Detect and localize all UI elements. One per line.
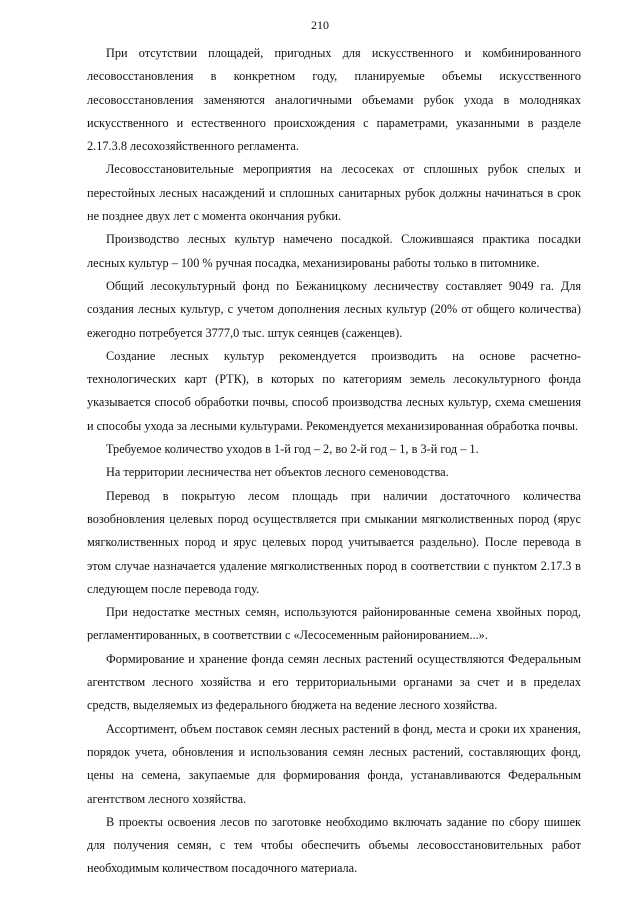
paragraph-reforestation-deadline: Лесовосстановительные мероприятия на лесосеках от сплошных рубок спелых и перестойных лесных насаждений и сплошных санитарных рубок должны начинаться в срок не позднее двух лет с момента окончания рубки. [87,162,581,224]
page-body [87,42,581,881]
paragraph-technological-maps: Создание лесных культур рекомендуется производить на основе расчетно-технологических карт (РТК), в которых по категориям земель лесокультурного фонда указывается способ обработки почвы, способ производства лесных культур, схема смешения и способы ухода за лесными культурами. Рекомендуется механизированная обработка почвы. [87,348,581,433]
paragraph-conversion-to-forest: Перевод в покрытую лесом площадь при наличии достаточного количества возобновления целевых пород осуществляется при смыкании мягколиственных пород (ярус мягколиственных пород и ярус целевых пород учитывается раздельно). После перевода в этом случае назначается удаление мягколиственных пород в соответствии с пунктом 2.17.3 в следующем после перевода году. [87,488,581,596]
paragraph-cone-collection: В проекты освоения лесов по заготовке необходимо включать задание по сбору шишек для получения семян, с тем чтобы обеспечить объемы лесовосстановительных работ необходимым количеством посадочного материала. [87,814,581,876]
paragraph-planting-method: Производство лесных культур намечено посадкой. Сложившаяся практика посадки лесных культур – 100 % ручная посадка, механизированы работы только в питомнике. [87,232,581,270]
paragraph-seed-fund-formation: Формирование и хранение фонда семян лесных растений осуществляются Федеральным агентством лесного хозяйства и его территориальными органами за счет и в пределах средств, выделяемых из федерального бюджета на ведение лесного хозяйства. [87,651,581,713]
paragraph-forest-culture-fund: Общий лесокультурный фонд по Бежаницкому лесничеству составляет 9049 га. Для создания лесных культур, с учетом дополнения лесных культур (20% от общего количества) ежегодно потребуется 3777,0 тыс. штук сеянцев (саженцев). [87,278,581,340]
paragraph-seed-assortment: Ассортимент, объем поставок семян лесных растений в фонд, места и сроки их хранения, порядок учета, обновления и использования семян лесных растений, составляющих фонд, цены на семена, закупаемые для формирования фонда, устанавливаются Федеральным агентством лесного хозяйства. [87,721,581,806]
page-number: 210 [311,18,329,32]
paragraph-seed-objects: На территории лесничества нет объектов лесного семеноводства. [106,465,449,480]
paragraph-seed-shortage: При недостатке местных семян, используются районированные семена хвойных пород, регламентированных, в соответствии с «Лесосеменным районированием...». [87,605,581,643]
paragraph-care-count: Требуемое количество уходов в 1-й год – 2, во 2-й год – 1, в 3-й год – 1. [106,442,479,457]
paragraph-no-land-available: При отсутствии площадей, пригодных для искусственного и комбинированного лесовосстановления в конкретном году, планируемые объемы искусственного лесовосстановления заменяются аналогичными объемами рубок ухода в молодняках искусственного и естественного происхождения с параметрами, указанными в разделе 2.17.3.8 лесохозяйственного регламента. [87,46,581,154]
